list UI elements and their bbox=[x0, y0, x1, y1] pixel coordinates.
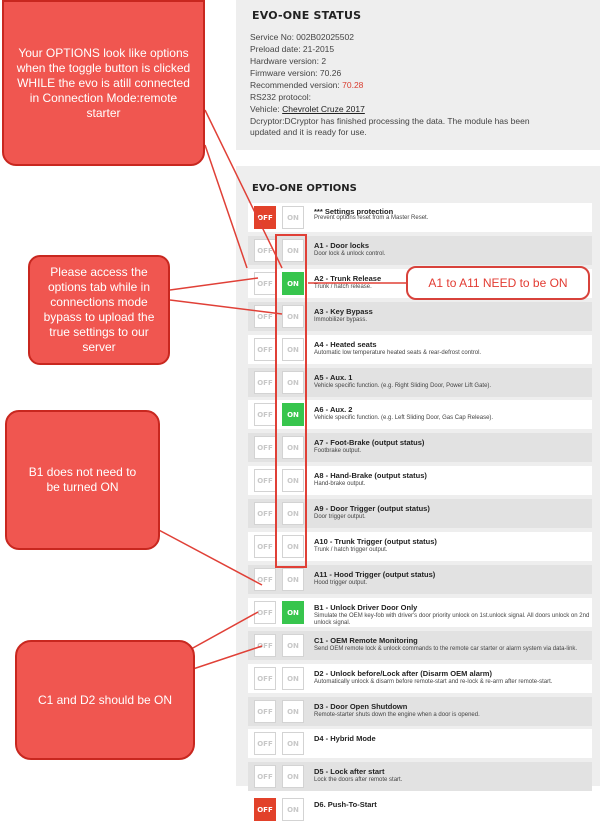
firmware-version: Firmware version: 70.26 bbox=[250, 68, 342, 78]
toggle-on-button[interactable]: ON bbox=[282, 700, 304, 723]
toggle-on-button[interactable]: ON bbox=[282, 338, 304, 361]
toggle-on-button[interactable]: ON bbox=[282, 601, 304, 624]
dcryptor-message-line2: updated and it is ready for use. bbox=[250, 127, 367, 137]
annotation-access-options-tab: Please access the options tab while in connections mode bypass to upload the true settings to our server bbox=[28, 255, 170, 365]
toggle-off-button[interactable]: OFF bbox=[254, 338, 276, 361]
option-title: A9 - Door Trigger (output status) bbox=[314, 504, 430, 513]
option-row bbox=[248, 729, 592, 758]
option-description: Hood trigger output. bbox=[314, 580, 368, 586]
toggle-off-button[interactable]: OFF bbox=[254, 502, 276, 525]
option-row bbox=[248, 203, 592, 232]
toggle-off-button[interactable]: OFF bbox=[254, 601, 276, 624]
option-title: A8 - Hand-Brake (output status) bbox=[314, 471, 427, 480]
option-description: Immobilizer bypass. bbox=[314, 317, 368, 323]
option-title: D2 - Unlock before/Lock after (Disarm OEM alarm) bbox=[314, 669, 492, 678]
toggle-off-button[interactable]: OFF bbox=[254, 700, 276, 723]
option-title: D5 - Lock after start bbox=[314, 767, 385, 776]
toggle-off-button[interactable]: OFF bbox=[254, 436, 276, 459]
option-title: D3 - Door Open Shutdown bbox=[314, 702, 408, 711]
toggle-off-button[interactable]: OFF bbox=[254, 239, 276, 262]
option-row bbox=[248, 697, 592, 726]
rs232-protocol: RS232 protocol: bbox=[250, 92, 311, 102]
option-title: A2 - Trunk Release bbox=[314, 274, 382, 283]
toggle-off-button[interactable]: OFF bbox=[254, 568, 276, 591]
hardware-version: Hardware version: 2 bbox=[250, 56, 327, 66]
vehicle-label: Vehicle: bbox=[250, 104, 280, 114]
toggle-on-button[interactable]: ON bbox=[282, 206, 304, 229]
option-description: Door trigger output. bbox=[314, 514, 366, 520]
option-description: Remote-starter shuts down the engine when a door is opened. bbox=[314, 712, 480, 718]
option-title: A1 - Door locks bbox=[314, 241, 370, 250]
toggle-on-button[interactable]: ON bbox=[282, 634, 304, 657]
a1-a11-highlight-box bbox=[275, 234, 307, 568]
toggle-on-button[interactable]: ON bbox=[282, 239, 304, 262]
toggle-off-button[interactable]: OFF bbox=[254, 403, 276, 426]
toggle-on-button[interactable]: ON bbox=[282, 667, 304, 690]
toggle-off-button[interactable]: OFF bbox=[254, 469, 276, 492]
option-row bbox=[248, 762, 592, 791]
option-description: Vehicle specific function. (e.g. Left Sliding Door, Gas Cap Release). bbox=[314, 415, 494, 421]
option-description: Automatic low temperature heated seats & rear-defrost control. bbox=[314, 350, 482, 356]
option-description: Send OEM remote lock & unlock commands to the remote car starter or alarm system via data-link. bbox=[314, 646, 578, 652]
toggle-on-button[interactable]: ON bbox=[282, 272, 304, 295]
toggle-on-button[interactable]: ON bbox=[282, 535, 304, 558]
toggle-off-button[interactable]: OFF bbox=[254, 765, 276, 788]
toggle-on-button[interactable]: ON bbox=[282, 732, 304, 755]
annotation-a1-a11: A1 to A11 NEED to be ON bbox=[406, 266, 590, 300]
vehicle-info bbox=[250, 104, 365, 114]
option-title: D6. Push-To-Start bbox=[314, 800, 377, 809]
toggle-on-button[interactable]: ON bbox=[282, 765, 304, 788]
annotation-options-look: Your OPTIONS look like options when the toggle button is clicked WHILE the evo is atill connected in Connection Mode:remote starter bbox=[2, 0, 205, 166]
option-title: C1 - OEM Remote Monitoring bbox=[314, 636, 418, 645]
toggle-off-button[interactable]: OFF bbox=[254, 798, 276, 821]
option-description: Vehicle specific function. (e.g. Right Sliding Door, Power Lift Gate). bbox=[314, 383, 492, 389]
toggle-off-button[interactable]: OFF bbox=[254, 667, 276, 690]
option-description: Hand-brake output. bbox=[314, 481, 366, 487]
annotation-c1-d2: C1 and D2 should be ON bbox=[15, 640, 195, 760]
option-row bbox=[248, 664, 592, 693]
option-description: Trunk / hatch trigger output. bbox=[314, 547, 388, 553]
option-title: B1 - Unlock Driver Door Only bbox=[314, 603, 418, 612]
toggle-off-button[interactable]: OFF bbox=[254, 535, 276, 558]
toggle-on-button[interactable]: ON bbox=[282, 371, 304, 394]
option-description: Prevent options reset from a Master Reset. bbox=[314, 215, 429, 221]
recommended-version-label: Recommended version: bbox=[250, 80, 340, 90]
toggle-off-button[interactable]: OFF bbox=[254, 305, 276, 328]
options-title: EVO-ONE OPTIONS bbox=[252, 183, 357, 194]
option-description: Footbrake output. bbox=[314, 448, 362, 454]
option-title: A6 - Aux. 2 bbox=[314, 405, 353, 414]
option-description: Trunk / hatch release. bbox=[314, 284, 372, 290]
option-title: A4 - Heated seats bbox=[314, 340, 377, 349]
dcryptor-message-line1: Dcryptor:DCryptor has finished processing the data. The module has been bbox=[250, 116, 530, 126]
option-title: A5 - Aux. 1 bbox=[314, 373, 353, 382]
toggle-off-button[interactable]: OFF bbox=[254, 272, 276, 295]
toggle-off-button[interactable]: OFF bbox=[254, 206, 276, 229]
option-description: Simulate the OEM key-fob with driver's door priority unlock on 1st.unlock signal. All doors unlock on 2nd unlock signal. bbox=[314, 613, 590, 626]
status-title: EVO-ONE STATUS bbox=[252, 9, 362, 22]
toggle-off-button[interactable]: OFF bbox=[254, 371, 276, 394]
option-description: Automatically unlock & disarm before remote-start and re-lock & re-arm after remote-start. bbox=[314, 679, 553, 685]
option-title: *** Settings protection bbox=[314, 207, 394, 216]
recommended-version-value: 70.28 bbox=[342, 80, 364, 90]
toggle-on-button[interactable]: ON bbox=[282, 403, 304, 426]
option-title: A7 - Foot-Brake (output status) bbox=[314, 438, 425, 447]
recommended-version bbox=[250, 80, 363, 90]
option-title: A11 - Hood Trigger (output status) bbox=[314, 570, 436, 579]
option-row bbox=[248, 795, 592, 824]
service-number: Service No: 002B02025502 bbox=[250, 32, 354, 42]
toggle-on-button[interactable]: ON bbox=[282, 502, 304, 525]
option-row bbox=[248, 631, 592, 660]
toggle-off-button[interactable]: OFF bbox=[254, 732, 276, 755]
option-description: Door lock & unlock control. bbox=[314, 251, 386, 257]
preload-date: Preload date: 21-2015 bbox=[250, 44, 335, 54]
toggle-on-button[interactable]: ON bbox=[282, 305, 304, 328]
toggle-on-button[interactable]: ON bbox=[282, 798, 304, 821]
option-title: D4 - Hybrid Mode bbox=[314, 734, 376, 743]
toggle-off-button[interactable]: OFF bbox=[254, 634, 276, 657]
option-row bbox=[248, 565, 592, 594]
vehicle-link[interactable]: Chevrolet Cruze 2017 bbox=[282, 104, 365, 114]
option-title: A3 - Key Bypass bbox=[314, 307, 373, 316]
toggle-on-button[interactable]: ON bbox=[282, 469, 304, 492]
option-row bbox=[248, 598, 592, 627]
option-title: A10 - Trunk Trigger (output status) bbox=[314, 537, 437, 546]
annotation-b1: B1 does not need to be turned ON bbox=[5, 410, 160, 550]
toggle-on-button[interactable]: ON bbox=[282, 436, 304, 459]
toggle-on-button[interactable]: ON bbox=[282, 568, 304, 591]
option-description: Lock the doors after remote start. bbox=[314, 777, 403, 783]
